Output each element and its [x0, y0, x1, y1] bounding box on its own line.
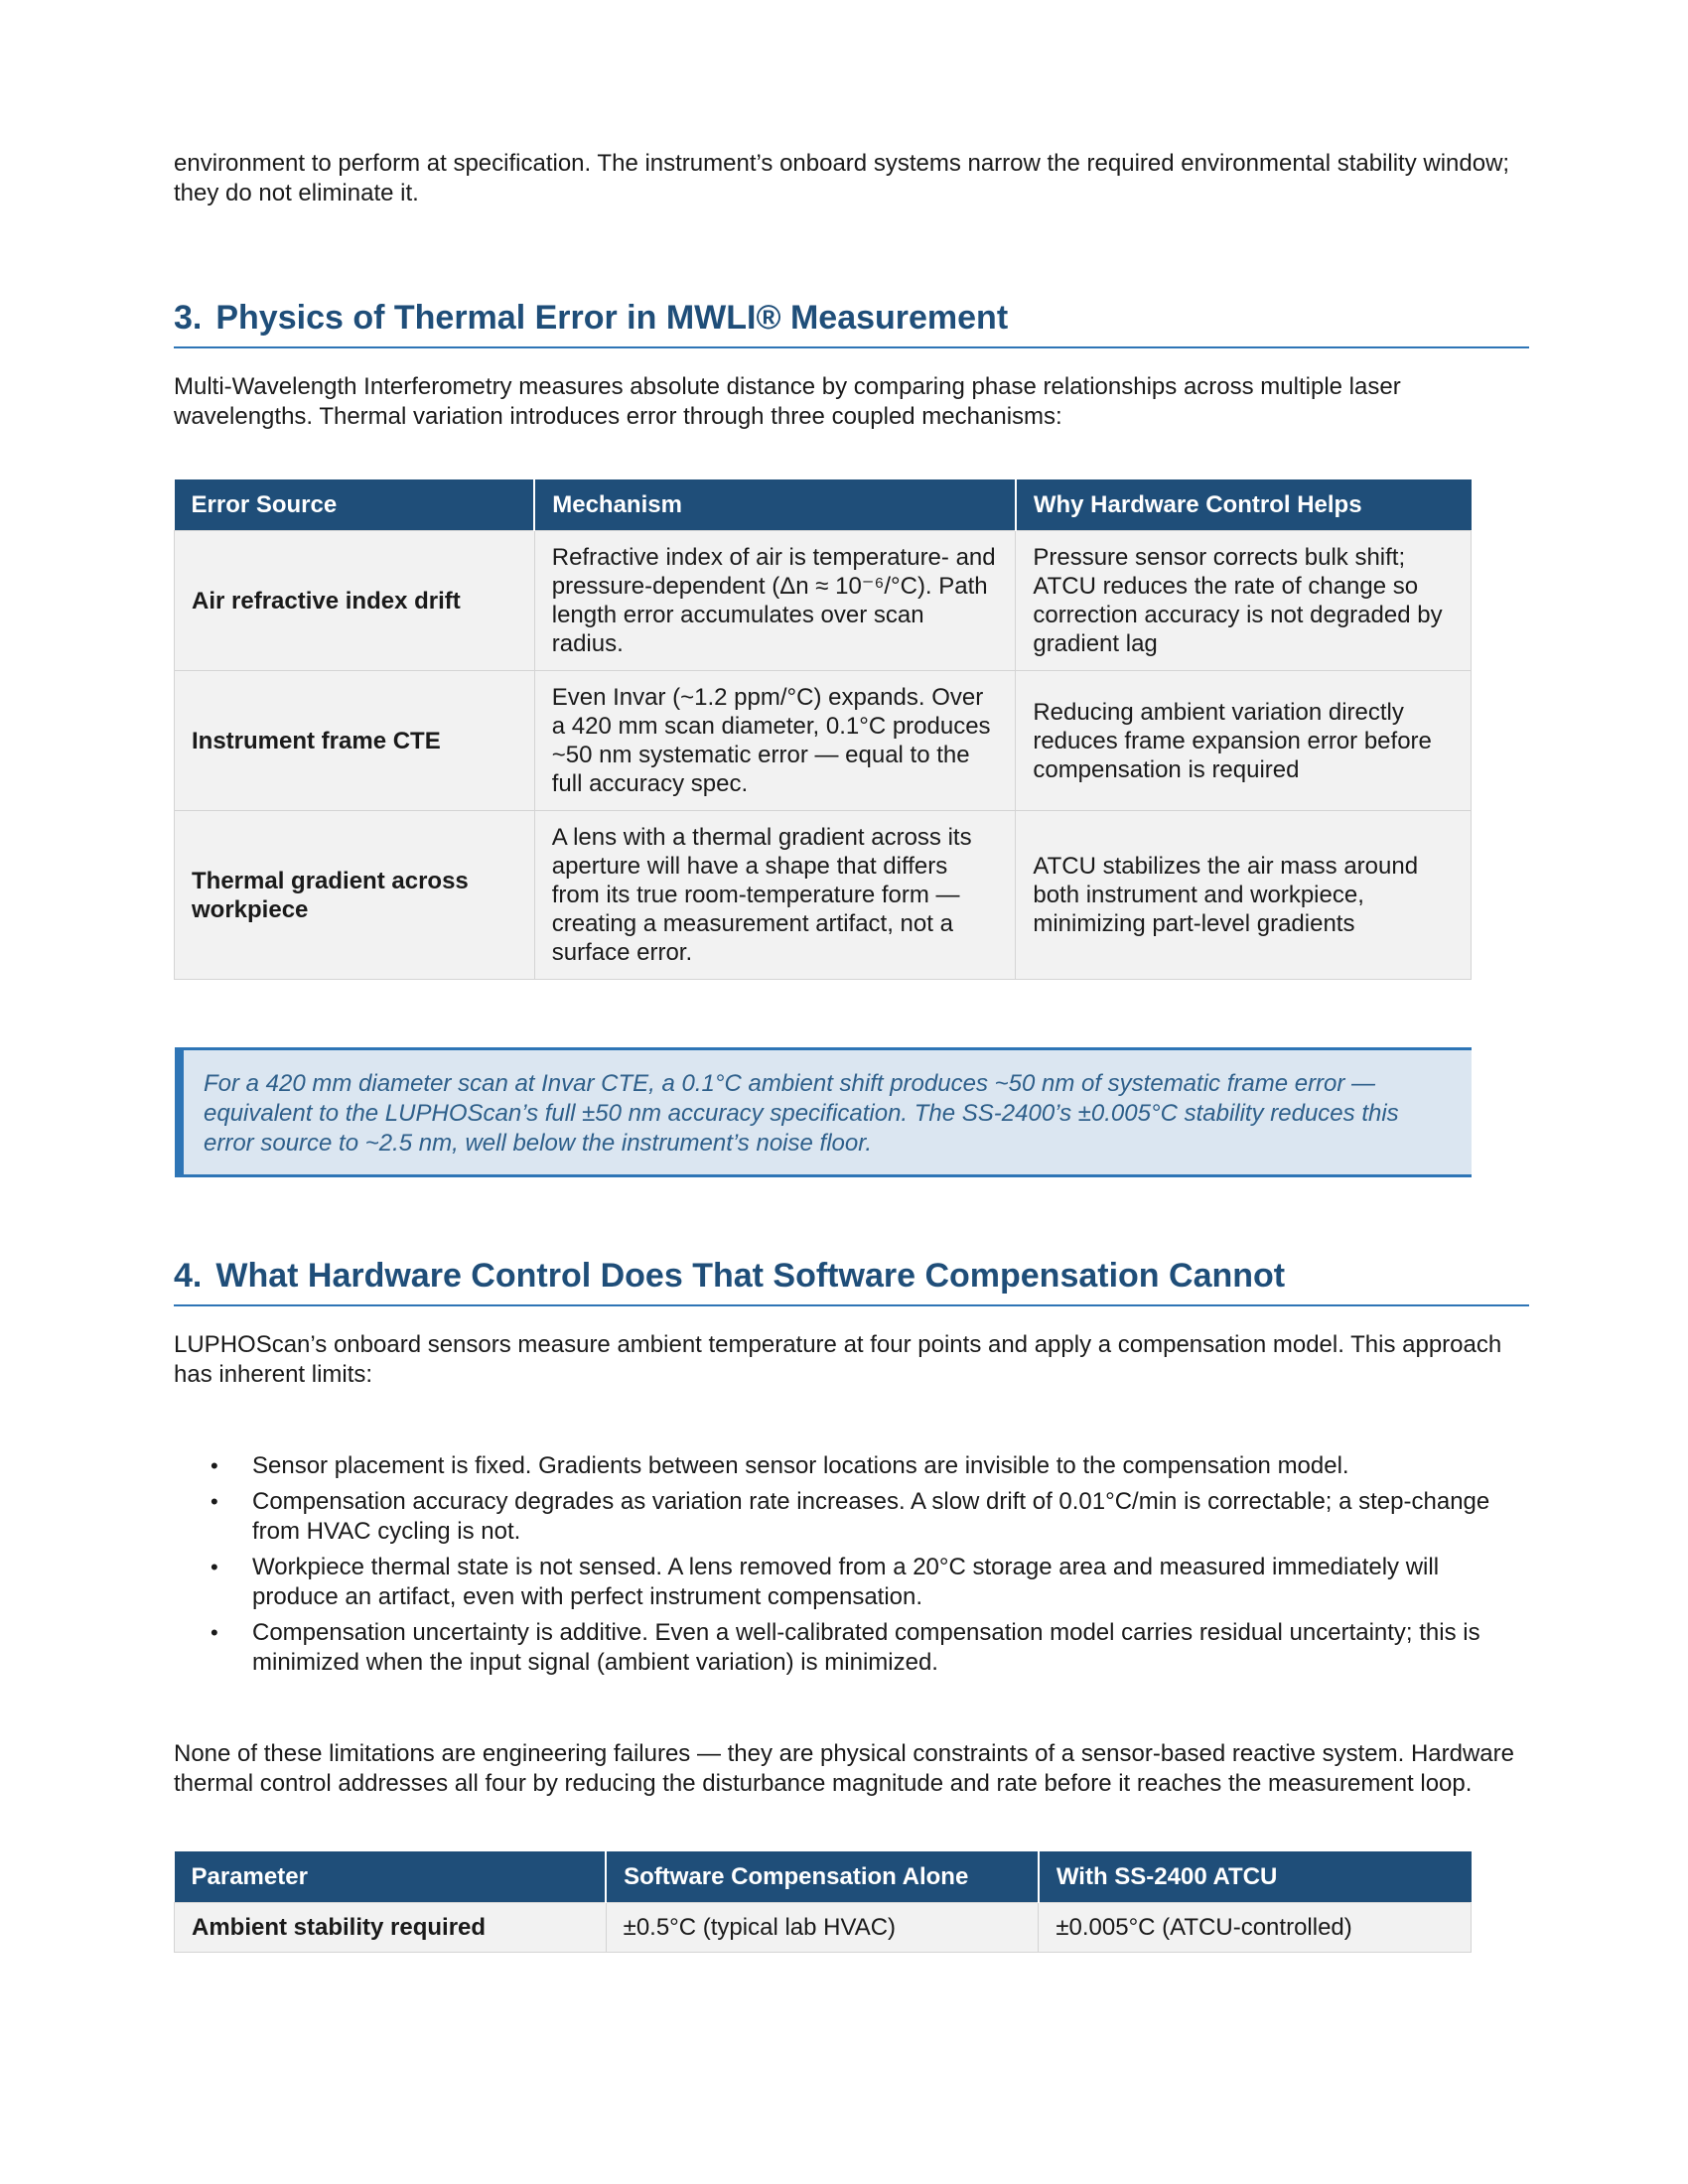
bullet-marker: •: [211, 1555, 218, 1579]
row-parameter: Ambient stability required: [175, 1903, 607, 1953]
section-3-number: 3.: [174, 299, 203, 337]
thermal-error-table: [174, 479, 1472, 980]
list-item: [174, 1618, 1529, 1678]
header-why-hardware: Why Hardware Control Helps: [1016, 479, 1472, 531]
intro-paragraph: environment to perform at specification. The instrument’s onboard systems narrow the required environmental stability window; they do not eliminate it.: [174, 150, 1510, 206]
table-row: [175, 811, 1472, 980]
section-4-number: 4.: [174, 1257, 203, 1295]
bullet-marker: •: [211, 1453, 218, 1478]
table-row: [175, 531, 1472, 671]
row-error-source: Thermal gradient across workpiece: [175, 811, 535, 980]
section-4-paragraph: LUPHOScan’s onboard sensors measure ambient temperature at four points and apply a compensation model. This approach has inherent limits:: [174, 1331, 1502, 1388]
table-header-row: [175, 1851, 1472, 1903]
list-item: [174, 1487, 1529, 1547]
bullet-marker: •: [211, 1620, 218, 1645]
row-error-source: Air refractive index drift: [175, 531, 535, 671]
callout-text: For a 420 mm diameter scan at Invar CTE, a 0.1°C ambient shift produces ~50 nm of systematic frame error — equivalent to the LUPHOScan’s full ±50 nm accuracy specification. The SS-2400’s ±0.005°C stability reduces this error source to ~2.5 nm, well below the instrument’s noise floor.: [204, 1070, 1399, 1157]
header-with-atcu: With SS-2400 ATCU: [1039, 1851, 1472, 1903]
row-why: Reducing ambient variation directly reduces frame expansion error before compensation is required: [1016, 671, 1472, 811]
list-item-text: Sensor placement is fixed. Gradients between sensor locations are invisible to the compensation model.: [252, 1452, 1349, 1479]
row-error-source: Instrument frame CTE: [175, 671, 535, 811]
table-row: [175, 671, 1472, 811]
header-mechanism: Mechanism: [534, 479, 1016, 531]
row-atcu-value: ±0.005°C (ATCU-controlled): [1039, 1903, 1472, 1953]
page-content: [174, 149, 1529, 1953]
row-mechanism: Refractive index of air is temperature- and pressure-dependent (Δn ≈ 10⁻⁶/°C). Path length error accumulates over scan radius.: [534, 531, 1016, 671]
list-item: [174, 1451, 1529, 1481]
invar-callout: [175, 1047, 1472, 1177]
row-mechanism: A lens with a thermal gradient across its aperture will have a shape that differs from its true room-temperature form — creating a measurement artifact, not a surface error.: [534, 811, 1016, 980]
section-4-closing-paragraph: None of these limitations are engineering failures — they are physical constraints of a sensor-based reactive system. Hardware thermal control addresses all four by reducing the disturbance magnitude and rate before it reaches the measurement loop.: [174, 1740, 1514, 1797]
list-item-text: Workpiece thermal state is not sensed. A lens removed from a 20°C storage area and measured immediately will produce an artifact, even with perfect instrument compensation.: [252, 1554, 1440, 1610]
list-item: [174, 1553, 1529, 1612]
row-why: Pressure sensor corrects bulk shift; ATCU reduces the rate of change so correction accuracy is not degraded by gradient lag: [1016, 531, 1472, 671]
section-3-title: Physics of Thermal Error in MWLI® Measurement: [215, 299, 1009, 337]
header-error-source: Error Source: [175, 479, 535, 531]
section-4-title: What Hardware Control Does That Software Compensation Cannot: [215, 1257, 1286, 1295]
bullet-marker: •: [211, 1489, 218, 1514]
header-software-compensation: Software Compensation Alone: [606, 1851, 1039, 1903]
table-row: [175, 1903, 1472, 1953]
list-item-text: Compensation uncertainty is additive. Even a well-calibrated compensation model carries residual uncertainty; this is minimized when the input signal (ambient variation) is minimized.: [252, 1619, 1480, 1676]
table-header-row: [175, 479, 1472, 531]
compensation-comparison-table: [174, 1851, 1472, 1953]
list-item-text: Compensation accuracy degrades as variation rate increases. A slow drift of 0.01°C/min is correctable; a step-change from HVAC cycling is not.: [252, 1488, 1490, 1545]
row-software-value: ±0.5°C (typical lab HVAC): [606, 1903, 1039, 1953]
row-why: ATCU stabilizes the air mass around both instrument and workpiece, minimizing part-level gradients: [1016, 811, 1472, 980]
row-mechanism: Even Invar (~1.2 ppm/°C) expands. Over a 420 mm scan diameter, 0.1°C produces ~50 nm systematic error — equal to the full accuracy spec.: [534, 671, 1016, 811]
section-4-heading: [174, 1257, 1529, 1306]
section-3-paragraph: Multi-Wavelength Interferometry measures absolute distance by comparing phase relationships across multiple laser wavelengths. Thermal variation introduces error through three coupled mechanisms:: [174, 373, 1401, 430]
section-3-heading: [174, 299, 1529, 348]
limitations-list: [174, 1451, 1529, 1678]
header-parameter: Parameter: [175, 1851, 607, 1903]
